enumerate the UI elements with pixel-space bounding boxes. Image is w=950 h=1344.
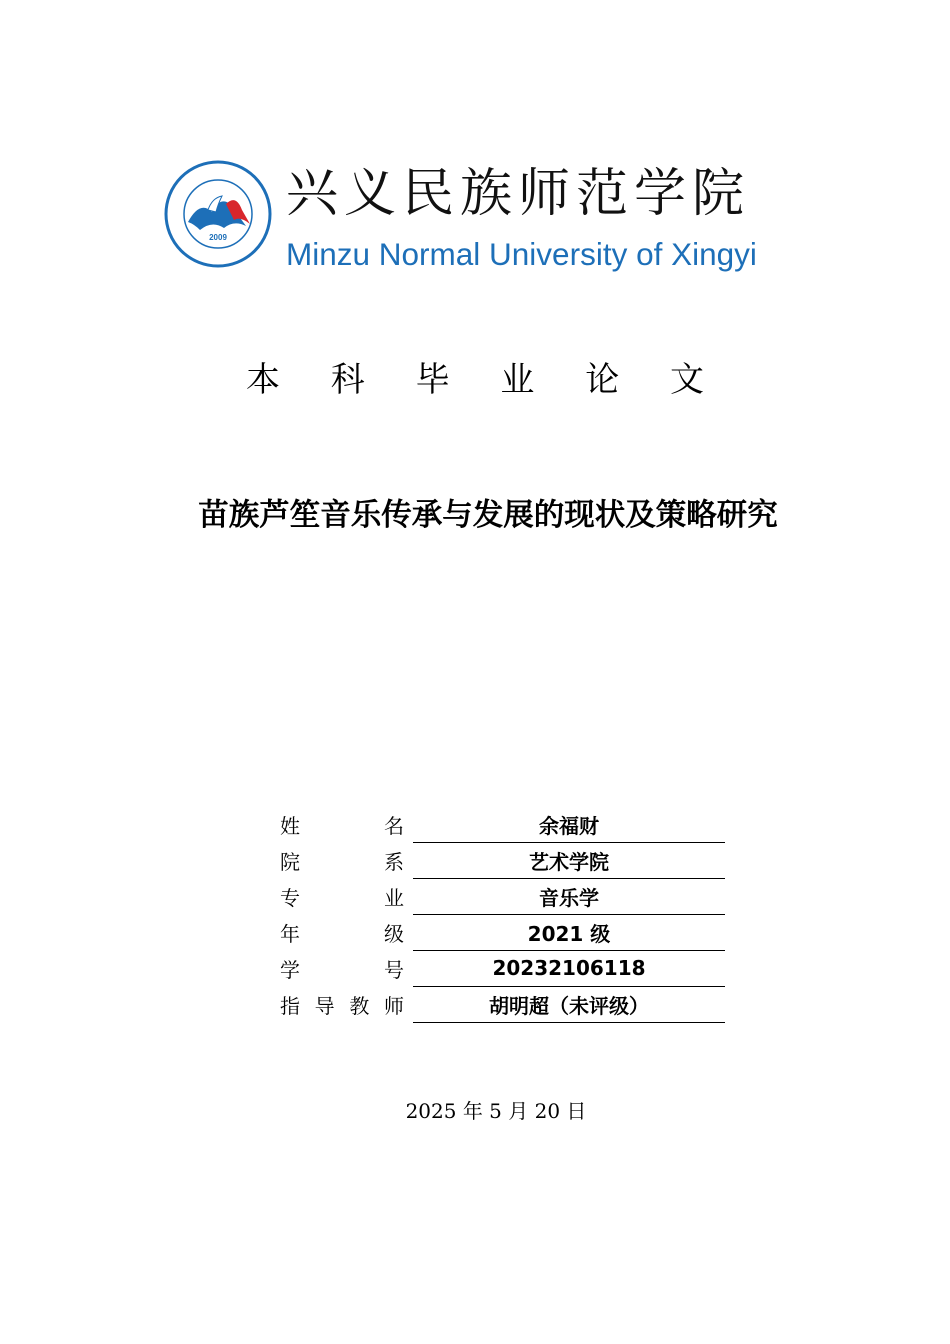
- degree-title: 本 科 毕 业 论 文: [245, 360, 725, 400]
- university-logo: [164, 158, 826, 278]
- university-name-en: Minzu Normal University of Xingyi: [286, 236, 757, 272]
- info-value: 2021 级: [413, 914, 725, 951]
- info-label: 姓 名: [280, 813, 404, 838]
- info-label: 院 系: [280, 849, 404, 874]
- info-label: 专 业: [280, 885, 404, 910]
- submission-date: 2025 年 5 月 20 日: [405, 1099, 587, 1123]
- info-row-student-id: [280, 950, 726, 986]
- info-value: 艺术学院: [413, 842, 725, 879]
- info-row-major: [280, 878, 726, 914]
- university-seal-icon: [164, 160, 272, 268]
- info-value: 音乐学: [413, 878, 725, 915]
- seal-year: 2009: [209, 233, 227, 242]
- info-value: 胡明超（未评级）: [413, 986, 725, 1023]
- info-row-name: [280, 806, 726, 842]
- info-label: 年 级: [280, 921, 404, 946]
- info-value: 余福财: [413, 806, 725, 843]
- info-row-department: [280, 842, 726, 878]
- info-label: 指 导 教 师: [280, 993, 404, 1018]
- university-name-cn: 兴义民族师范学院: [286, 164, 751, 224]
- student-info-table: [280, 806, 726, 1022]
- info-label: 学 号: [280, 957, 404, 982]
- info-value: 20232106118: [413, 950, 725, 987]
- thesis-title: 苗族芦笙音乐传承与发展的现状及策略研究: [198, 498, 778, 533]
- info-row-advisor: [280, 986, 726, 1022]
- info-row-grade: [280, 914, 726, 950]
